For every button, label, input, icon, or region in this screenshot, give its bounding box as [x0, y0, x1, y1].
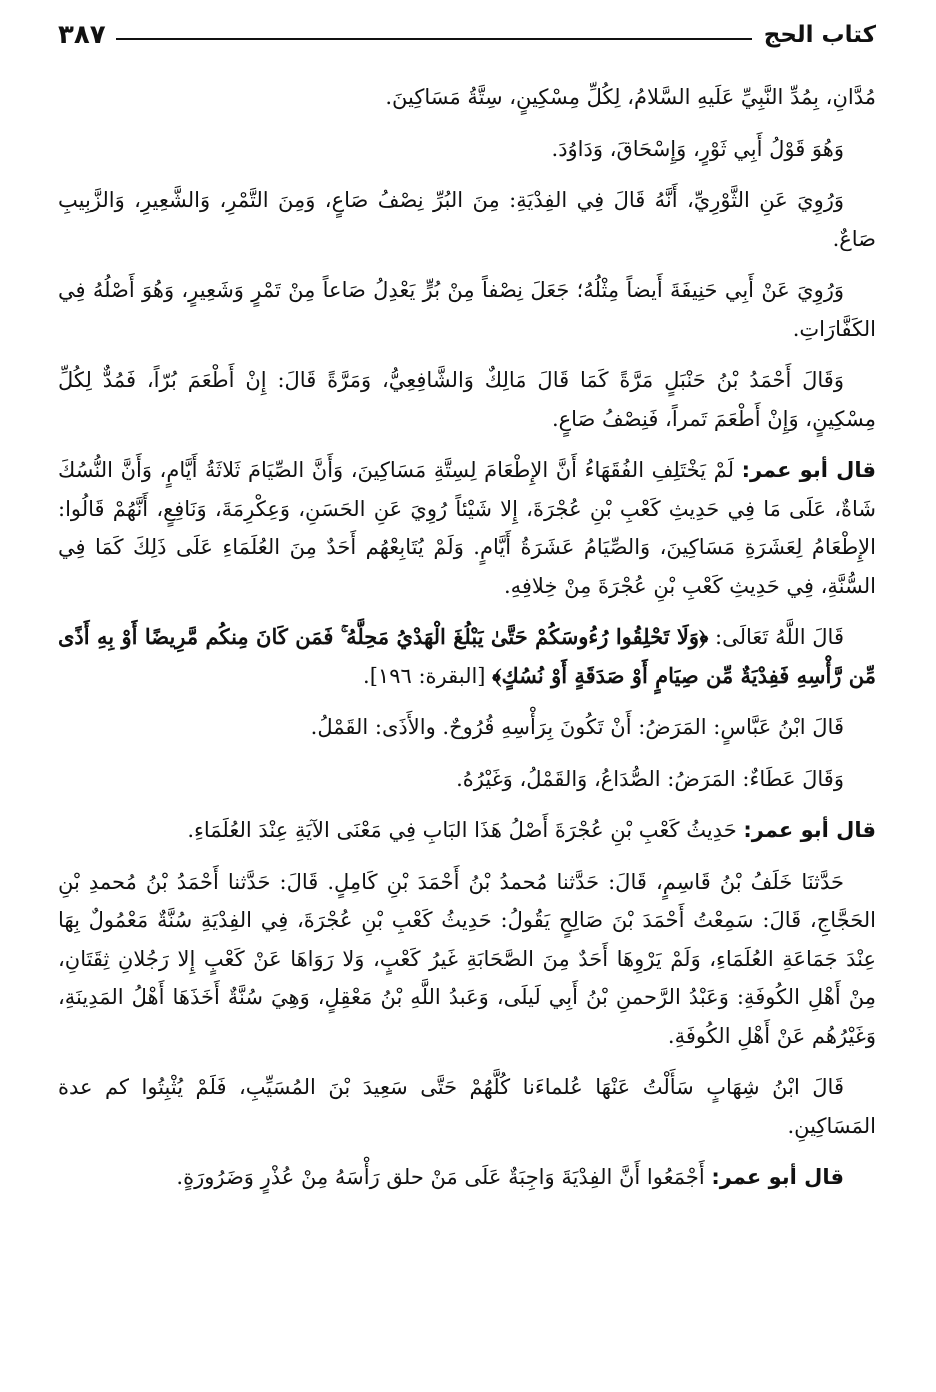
paragraph-text: قَالَ ابْنُ عَبَّاسٍ: المَرَضُ: أَنْ تَكُونَ بِرَأْسِهِ قُرُوحٌ. والأَذَى: القَمْلُ.	[310, 715, 844, 739]
paragraph-9	[58, 760, 876, 799]
paragraph-text: وَهُوَ قَوْلُ أَبِي ثَوْرٍ، وَإِسْحَاقَ، وَدَاوُدَ.	[551, 136, 844, 161]
paragraph-10	[58, 811, 876, 850]
paragraph-text: لَمْ يَخْتَلِفِ الفُقَهَاءُ أَنَّ الإِطْعَامَ لِسِتَّةِ مَسَاكِينَ، وَأَنَّ الصِّيَامَ ثَلاثَةُ أَيَّامٍ، وَأَنَّ النُّسُكَ شَاةٌ، عَلَى مَا فِي حَدِيثِ كَعْبِ بْنِ عُجْرَةَ، إِلا شَيْئاً رُوِيَ عَنِ الحَسَنِ، وَعِكْرِمَةَ، وَنَافِعٍ، أَنَّهُمْ قَالُوا: الإِطْعَامُ لِعَشَرَةِ مَسَاكِينَ، وَالصِّيَامُ عَشَرَةُ أَيَّامٍ. وَلَمْ يُتَابِعْهُم أَحَدٌ مِنَ العُلَمَاءِ عَلَى ذَلِكَ كَمَا فِي السُّنَّةِ، فِي حَدِيثِ كَعْبِ بْنِ عُجْرَةَ مِنْ خِلافِهِ.	[58, 458, 876, 598]
running-header	[58, 18, 876, 52]
verse-reference: [البقرة: ١٩٦].	[363, 663, 493, 688]
paragraph-text: وَقَالَ عَطَاءٌ: المَرَضُ: الصُّدَاعُ، وَالقَمْلُ، وَغَيْرُهُ.	[456, 766, 844, 791]
paragraph-text: أَجْمَعُوا أَنَّ الفِدْيَةَ وَاجِبَةٌ عَلَى مَنْ حلق رَأْسَهُ مِنْ عُذْرٍ وَضَرُورَةٍ.	[176, 1165, 705, 1189]
paragraph-4	[58, 271, 876, 348]
paragraph-text: حَدِيثُ كَعْبِ بْنِ عُجْرَةَ أَصْلُ هَذَا البَابِ فِي مَعْنَى الآيَةِ عِنْدَ العُلَمَاءِ.	[187, 818, 737, 842]
paragraph-text: حَدَّثنَا خَلَفُ بْنُ قَاسِمٍ، قَالَ: حَدَّثنا مُحمدُ بْنُ أَحْمَدَ بْنِ كَامِلٍ. قَالَ: حَدَّثنا أَحْمَدُ بْنُ مُحمدِ بْنِ الحَجَّاجِ، قَالَ: سَمِعْتُ أَحْمَدَ بْنَ صَالِحٍ يَقُولُ: حَدِيثُ كَعْبِ بْنِ عُجْرَةَ، فِي الفِدْيَةِ سُنَّةٌ مَعْمُولٌ بِهَا عِنْدَ جَمَاعَةِ العُلَمَاءِ، وَلَمْ يَرْوِهَا أَحَدٌ مِنَ الصَّحَابَةِ غَيرُ كَعْبٍ، وَلا رَوَاهَا عَنْ كَعْبٍ إِلا رَجُلانِ ثِقَتَانِ، مِنْ أَهْلِ الكُوفَةِ: وَعَبْدُ الرَّحمنِ بْنُ أَبِي لَيلَى، وَعَبدُ اللَّهِ بْنُ مَعْقِلٍ، وَهِيَ سُنَّةٌ أَخَذَهَا أَهْلُ المَدِينَةِ، وَغَيْرُهُم عَنْ أَهْلِ الكُوفَةِ.	[58, 869, 876, 1048]
paragraph-2	[58, 130, 876, 169]
paragraph-12	[58, 1068, 876, 1145]
speaker-lead: قال أبو عمر:	[741, 458, 876, 482]
chapter-title: كتاب الحج	[763, 22, 876, 48]
paragraph-text: وَرُوِيَ عَنِ الثَّوْرِيِّ، أَنَّهُ قَالَ فِي الفِدْيَةِ: مِنَ البُرِّ نِصْفُ صَاعٍ، وَمِنَ التَّمْرِ، وَالشَّعِيرِ، وَالزَّبِيبِ صَاعٌ.	[58, 188, 876, 251]
paragraph-6	[58, 451, 876, 605]
paragraph-3	[58, 181, 876, 258]
paragraph-1	[58, 78, 876, 117]
paragraph-13	[58, 1158, 876, 1197]
paragraph-5	[58, 361, 876, 438]
paragraph-text: وَقَالَ أَحْمَدُ بْنُ حَنْبَلٍ مَرَّةً كَمَا قَالَ مَالِكٌ وَالشَّافِعِيُّ، وَمَرَّةً قَالَ: إِنْ أَطْعَمَ بُرّاً، فَمُدٌّ لِكُلِّ مِسْكِينٍ، وَإِنْ أَطْعَمَ تَمراً، فَنِصْفُ صَاعٍ.	[58, 368, 876, 431]
paragraph-text: مُدَّانِ، بِمُدِّ النَّبِيِّ عَلَيهِ السَّلامُ، لِكُلِّ مِسْكِينٍ، سِتَّةُ مَسَاكِينَ.	[385, 85, 876, 109]
page-number: ٣٨٧	[58, 20, 106, 50]
paragraph-8	[58, 708, 876, 747]
speaker-lead: قال أبو عمر:	[743, 818, 876, 842]
book-page	[58, 18, 876, 1374]
quran-verse: ﴿وَلَا تَحْلِقُوا رُءُوسَكُمْ حَتَّىٰ يَبْلُغَ الْهَدْيُ مَحِلَّهُ ۚ فَمَن كَانَ مِنكُم مَّرِيضًا أَوْ بِهِ أَذًى مِّن رَّأْسِهِ فَفِدْيَةٌ مِّن صِيَامٍ أَوْ صَدَقَةٍ أَوْ نُسُكٍ﴾	[58, 624, 876, 688]
paragraph-text: وَرُوِيَ عَنْ أَبِي حَنِيفَةَ أَيضاً مِثْلُهُ؛ جَعَلَ نِصْفاً مِنْ بُرٍّ يَعْدِلُ صَاعاً مِنْ تَمْرٍ وَشَعِيرٍ، وَهُوَ أَصْلُهُ فِي الكَفَّارَاتِ.	[58, 278, 876, 341]
paragraph-7	[58, 618, 876, 695]
paragraph-11	[58, 863, 876, 1056]
paragraph-text: قَالَ ابْنُ شِهَابٍ سَأَلْتُ عَنْهَا عُلماءَنا كُلَّهُمْ حَتَّى سَعِيدَ بْنَ المُسَيِّبِ، فَلَمْ يُثْبِتُوا كم عدة المَسَاكِينِ.	[58, 1075, 876, 1138]
paragraph-text: قَالَ اللَّهُ تَعَالَى:	[708, 625, 844, 649]
header-rule	[116, 38, 752, 40]
speaker-lead: قال أبو عمر:	[711, 1165, 844, 1189]
page-body	[58, 78, 876, 1197]
